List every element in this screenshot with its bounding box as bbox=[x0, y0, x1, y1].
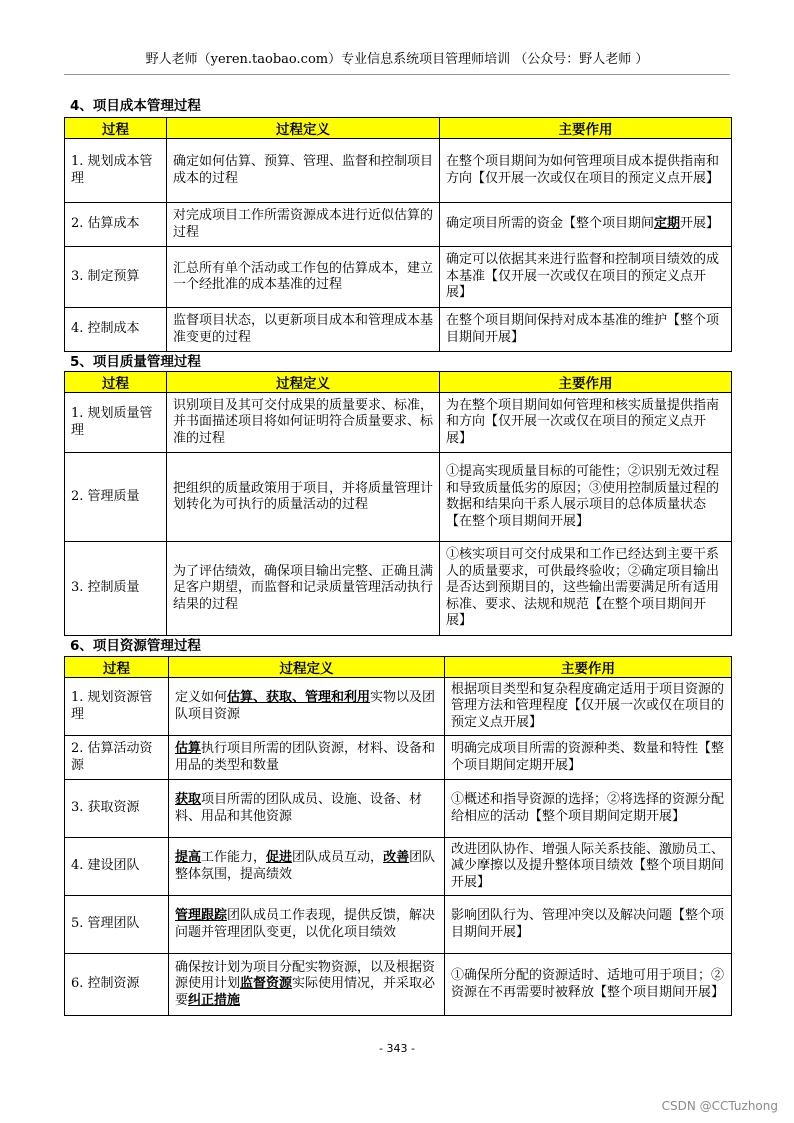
cell-text: 实物以及团队项目资源 bbox=[175, 690, 436, 722]
cell-text: 项目所需的团队成员、设施、设备、材料、用品和其他资源 bbox=[175, 792, 423, 824]
definition-cell bbox=[169, 736, 445, 780]
cell-text: 团队整体氛围，提高绩效 bbox=[175, 850, 436, 882]
header-text: 野人老师（yeren.taobao.com）专业信息系统项目管理师培训 （公众号：野人老师 ） bbox=[145, 52, 649, 67]
definition-cell bbox=[169, 780, 445, 838]
cell-text: ①概述和指导资源的选择；②将选择的资源分配给相应的活动【整个项目期间定期开展】 bbox=[451, 792, 725, 824]
section-title: 4、项目成本管理过程 bbox=[70, 98, 201, 114]
emphasized-text: 定期 bbox=[654, 216, 681, 232]
role-cell bbox=[445, 780, 732, 838]
section-title: 6、项目资源管理过程 bbox=[70, 638, 201, 654]
column-header-role: 主要作用 bbox=[440, 118, 732, 139]
role-cell bbox=[445, 678, 732, 736]
process-cell bbox=[65, 139, 167, 203]
process-name: 4. 建设团队 bbox=[71, 858, 140, 874]
column-header-definition: 过程定义 bbox=[167, 372, 440, 393]
definition-cell bbox=[167, 247, 440, 308]
cell-text: ①核实项目可交付成果和工作已经达到主要干系人的质量要求，可供最终验收；②确定项目输出是否达到预期目的，这些输出需要满足所有适用标准、要求、法规和规范【在整个项目期间开展】 bbox=[446, 547, 720, 629]
page-header bbox=[64, 50, 730, 75]
role-cell bbox=[440, 542, 732, 636]
table-row bbox=[65, 139, 732, 203]
table-row bbox=[65, 247, 732, 308]
emphasized-text: 获取 bbox=[175, 792, 202, 807]
cell-text: 团队成员互动， bbox=[292, 850, 384, 865]
column-header-process: 过程 bbox=[65, 118, 167, 139]
process-cell bbox=[65, 954, 169, 1016]
role-cell bbox=[440, 393, 732, 453]
emphasized-text: 监督资源 bbox=[240, 976, 293, 992]
process-name: 2. 估算活动资源 bbox=[71, 741, 153, 773]
definition-cell bbox=[169, 896, 445, 954]
definition-cell bbox=[167, 308, 440, 352]
table-row bbox=[65, 780, 732, 838]
definition-cell bbox=[167, 393, 440, 453]
process-cell bbox=[65, 203, 167, 247]
table-row bbox=[65, 896, 732, 954]
emphasized-text: 纠正措施 bbox=[188, 992, 241, 1008]
cell-text: 确定项目所需的资金【整个项目期间 bbox=[446, 216, 655, 232]
cell-text: 汇总所有单个活动或工作包的估算成本，建立一个经批准的成本基准的过程 bbox=[173, 260, 434, 292]
emphasized-text: 管理跟踪 bbox=[175, 908, 228, 923]
process-name: 3. 制定预算 bbox=[71, 268, 140, 284]
emphasized-text: 提高 bbox=[175, 850, 202, 865]
table-row bbox=[65, 393, 732, 453]
definition-cell bbox=[167, 203, 440, 247]
cell-text: 对完成项目工作所需资源成本进行近似估算的过程 bbox=[173, 208, 434, 240]
process-cell bbox=[65, 308, 167, 352]
cell-text: 确定如何估算、预算、管理、监督和控制项目成本的过程 bbox=[173, 154, 434, 186]
cell-text: 工作能力， bbox=[201, 850, 267, 865]
role-cell bbox=[440, 247, 732, 308]
table-row bbox=[65, 308, 732, 352]
table-row bbox=[65, 203, 732, 247]
process-name: 1. 规划成本管理 bbox=[71, 154, 153, 186]
cell-text: 明确完成项目所需的资源种类、数量和特性【整个项目期间定期开展】 bbox=[451, 741, 725, 773]
process-cell bbox=[65, 453, 167, 542]
table-row bbox=[65, 542, 732, 636]
cell-text: ①提高实现质量目标的可能性；②识别无效过程和导致质量低劣的原因；③使用控制质量过程的数据和结果向干系人展示项目的总体质量状态【在整个项目期间开展】 bbox=[446, 464, 720, 529]
process-cell bbox=[65, 736, 169, 780]
definition-cell bbox=[167, 453, 440, 542]
table-row bbox=[65, 838, 732, 896]
definition-cell bbox=[167, 139, 440, 203]
table-row bbox=[65, 954, 732, 1016]
definition-cell bbox=[169, 954, 445, 1016]
process-cell bbox=[65, 393, 167, 453]
cell-text: 执行项目所需的团队资源，材料、设备和用品的类型和数量 bbox=[175, 741, 436, 773]
source-credit: CSDN @CCTuzhong bbox=[661, 1099, 778, 1113]
definition-cell bbox=[167, 542, 440, 636]
table-row bbox=[65, 453, 732, 542]
column-header-definition: 过程定义 bbox=[167, 118, 440, 139]
role-cell bbox=[440, 139, 732, 203]
column-header-process: 过程 bbox=[65, 372, 167, 393]
quality-management-table bbox=[64, 371, 732, 636]
process-cell bbox=[65, 896, 169, 954]
definition-cell bbox=[169, 838, 445, 896]
role-cell bbox=[440, 308, 732, 352]
cell-text: 为在整个项目期间如何管理和核实质量提供指南和方向【仅开展一次或仅在项目的预定义点开展】 bbox=[446, 397, 720, 446]
process-name: 1. 规划资源管理 bbox=[71, 690, 153, 722]
emphasized-text: 改善 bbox=[383, 850, 410, 865]
role-cell bbox=[445, 896, 732, 954]
process-name: 6. 控制资源 bbox=[71, 976, 140, 992]
cell-text: 实际使用情况，并采取必要 bbox=[175, 976, 436, 1008]
role-cell bbox=[445, 838, 732, 896]
column-header-role: 主要作用 bbox=[440, 372, 732, 393]
table-row bbox=[65, 678, 732, 736]
role-cell bbox=[445, 736, 732, 780]
cell-text: ①确保所分配的资源适时、适地可用于项目；②资源在不再需要时被释放【整个项目期间开展】 bbox=[451, 968, 725, 1000]
column-header-definition: 过程定义 bbox=[169, 657, 445, 678]
emphasized-text: 促进 bbox=[266, 850, 293, 865]
process-cell bbox=[65, 247, 167, 308]
resource-management-table bbox=[64, 656, 732, 1016]
emphasized-text: 估算、获取、管理和利用 bbox=[227, 690, 371, 705]
cell-text: 确保按计划为项目分配实物资源，以及根据资源使用计划 bbox=[175, 959, 436, 992]
process-cell bbox=[65, 838, 169, 896]
role-cell bbox=[440, 453, 732, 542]
process-cell bbox=[65, 542, 167, 636]
emphasized-text: 估算 bbox=[175, 741, 202, 756]
cell-text: 监督项目状态，以更新项目成本和管理成本基准变更的过程 bbox=[173, 313, 434, 345]
process-cell bbox=[65, 678, 169, 736]
cell-text: 团队成员工作表现，提供反馈，解决问题并管理团队变更，以优化项目绩效 bbox=[175, 908, 436, 940]
process-name: 3. 获取资源 bbox=[71, 800, 140, 816]
section-title: 5、项目质量管理过程 bbox=[70, 354, 201, 370]
cell-text: 改进团队协作、增强人际关系技能、激励员工、减少摩擦以及提升整体项目绩效【整个项目期间开展】 bbox=[451, 841, 725, 890]
process-name: 3. 控制质量 bbox=[71, 580, 140, 596]
cell-text: 影响团队行为、管理冲突以及解决问题【整个项目期间开展】 bbox=[451, 908, 725, 940]
column-header-process: 过程 bbox=[65, 657, 169, 678]
cell-text: 在整个项目期间为如何管理项目成本提供指南和方向【仅开展一次或仅在项目的预定义点开展】 bbox=[446, 154, 720, 186]
cell-text: 把组织的质量政策用于项目，并将质量管理计划转化为可执行的质量活动的过程 bbox=[173, 480, 434, 512]
cell-text: 在整个项目期间保持对成本基准的维护【整个项目期间开展】 bbox=[446, 313, 720, 345]
role-cell bbox=[440, 203, 732, 247]
process-name: 5. 管理团队 bbox=[71, 916, 140, 932]
process-cell bbox=[65, 780, 169, 838]
definition-cell bbox=[169, 678, 445, 736]
cell-text: 识别项目及其可交付成果的质量要求、标准，并书面描述项目将如何证明符合质量要求、标准的过程 bbox=[173, 397, 434, 446]
page-number: - 343 - bbox=[379, 1042, 415, 1055]
role-cell bbox=[445, 954, 732, 1016]
column-header-role: 主要作用 bbox=[445, 657, 732, 678]
cell-text: 根据项目类型和复杂程度确定适用于项目资源的管理方法和管理程度【仅开展一次或仅在项目的预定义点开展】 bbox=[451, 681, 725, 730]
process-name: 1. 规划质量管理 bbox=[71, 406, 153, 438]
table-row bbox=[65, 736, 732, 780]
cell-text: 开展】 bbox=[680, 216, 720, 232]
process-name: 4. 控制成本 bbox=[71, 321, 140, 337]
cell-text: 确定可以依据其来进行监督和控制项目绩效的成本基准【仅开展一次或仅在项目的预定义点开展】 bbox=[446, 252, 720, 301]
cell-text: 定义如何 bbox=[175, 690, 228, 705]
cost-management-table bbox=[64, 117, 732, 352]
cell-text: 为了评估绩效，确保项目输出完整、正确且满足客户期望，而监督和记录质量管理活动执行结果的过程 bbox=[173, 563, 434, 612]
process-name: 2. 估算成本 bbox=[71, 216, 140, 232]
process-name: 2. 管理质量 bbox=[71, 488, 140, 504]
